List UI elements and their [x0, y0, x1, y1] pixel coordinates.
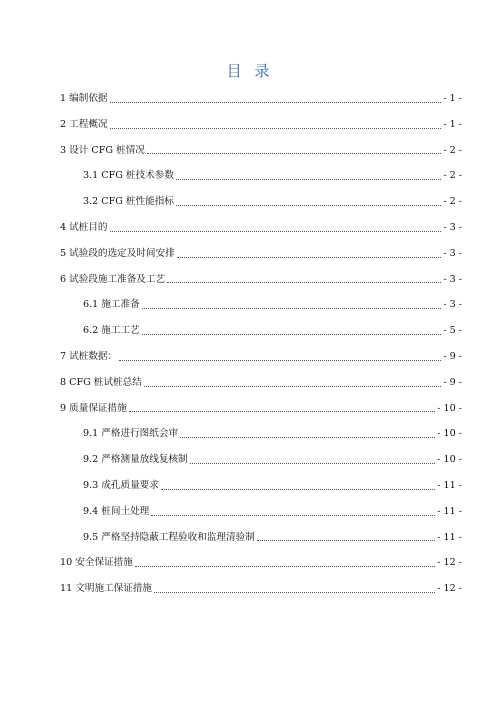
- toc-dot-leader: [151, 514, 435, 516]
- toc-entry[interactable]: [60, 473, 462, 499]
- toc-entry[interactable]: [60, 421, 462, 447]
- toc-entry-label: 9.5 严格坚持隐蔽工程验收和监理清验制: [83, 531, 255, 543]
- toc-entry[interactable]: [60, 344, 462, 370]
- table-of-contents: [60, 86, 462, 602]
- toc-entry-label: 5 试验段的选定及时间安排: [60, 247, 175, 259]
- toc-entry-page-number: - 3 -: [443, 222, 462, 234]
- toc-dot-leader: [110, 127, 442, 129]
- toc-entry-label: 2 工程概况: [60, 118, 108, 130]
- toc-entry-page-number: - 12 -: [437, 557, 462, 569]
- toc-entry-label: 6.2 施工工艺: [83, 325, 140, 337]
- toc-dot-leader: [154, 591, 435, 593]
- toc-entry-page-number: - 2 -: [443, 170, 462, 182]
- toc-entry-page-number: - 11 -: [437, 505, 462, 517]
- toc-entry-label: 8 CFG 桩试桩总结: [60, 376, 142, 388]
- toc-entry-page-number: - 3 -: [443, 247, 462, 259]
- toc-entry-page-number: - 3 -: [443, 273, 462, 285]
- toc-entry[interactable]: [60, 189, 462, 215]
- toc-dot-leader: [119, 359, 441, 361]
- toc-entry-label: 4 试桩目的: [60, 222, 108, 234]
- toc-entry-label: 6 试验段施工准备及工艺: [60, 273, 166, 285]
- toc-entry-label: 9.1 严格进行图纸会审: [83, 428, 179, 440]
- toc-dot-leader: [144, 385, 441, 387]
- toc-entry-label: 3 设计 CFG 桩情况: [60, 144, 145, 156]
- toc-dot-leader: [110, 230, 442, 232]
- toc-entry-page-number: - 10 -: [437, 402, 462, 414]
- toc-entry-label: 6.1 施工准备: [83, 299, 140, 311]
- toc-entry-page-number: - 1 -: [443, 93, 462, 105]
- toc-dot-leader: [142, 307, 442, 309]
- toc-entry-label: 3.1 CFG 桩技术参数: [83, 170, 174, 182]
- toc-entry[interactable]: [60, 163, 462, 189]
- toc-entry[interactable]: [60, 396, 462, 422]
- toc-dot-leader: [257, 539, 435, 541]
- toc-entry-page-number: - 10 -: [437, 428, 462, 440]
- toc-entry-label: 9.2 严格测量放线复核制: [83, 454, 188, 466]
- toc-dot-leader: [190, 462, 436, 464]
- toc-entry[interactable]: [60, 318, 462, 344]
- toc-dot-leader: [176, 178, 441, 180]
- toc-dot-leader: [180, 436, 435, 438]
- toc-dot-leader: [135, 565, 435, 567]
- toc-entry[interactable]: [60, 525, 462, 551]
- toc-entry-page-number: - 11 -: [437, 480, 462, 492]
- toc-entry[interactable]: [60, 215, 462, 241]
- toc-title: 目 录: [226, 62, 274, 80]
- toc-dot-leader: [142, 333, 442, 335]
- toc-dot-leader: [110, 101, 442, 103]
- toc-entry-label: 9 质量保证措施: [60, 402, 127, 414]
- toc-dot-leader: [176, 204, 441, 206]
- toc-entry-page-number: - 9 -: [443, 351, 462, 363]
- toc-entry-page-number: - 12 -: [437, 583, 462, 595]
- toc-dot-leader: [147, 152, 441, 154]
- toc-dot-leader: [177, 256, 442, 258]
- toc-entry-page-number: - 9 -: [443, 376, 462, 388]
- toc-entry[interactable]: [60, 292, 462, 318]
- toc-entry-label: 9.3 成孔质量要求: [83, 480, 159, 492]
- toc-entry[interactable]: [60, 499, 462, 525]
- toc-dot-leader: [161, 488, 435, 490]
- toc-entry[interactable]: [60, 86, 462, 112]
- toc-entry[interactable]: [60, 550, 462, 576]
- toc-entry[interactable]: [60, 112, 462, 138]
- toc-entry-label: 10 安全保证措施: [60, 557, 133, 569]
- toc-entry[interactable]: [60, 267, 462, 293]
- toc-entry[interactable]: [60, 447, 462, 473]
- toc-entry-page-number: - 1 -: [443, 118, 462, 130]
- toc-entry-page-number: - 10 -: [437, 454, 462, 466]
- toc-entry-page-number: - 11 -: [437, 531, 462, 543]
- toc-entry[interactable]: [60, 370, 462, 396]
- toc-dot-leader: [129, 410, 435, 412]
- toc-entry[interactable]: [60, 241, 462, 267]
- toc-entry-page-number: - 2 -: [443, 196, 462, 208]
- toc-entry[interactable]: [60, 576, 462, 602]
- toc-entry-page-number: - 3 -: [443, 299, 462, 311]
- toc-dot-leader: [167, 281, 441, 283]
- toc-entry-page-number: - 2 -: [443, 144, 462, 156]
- toc-entry-page-number: - 5 -: [443, 325, 462, 337]
- toc-entry[interactable]: [60, 138, 462, 164]
- toc-entry-label: 9.4 桩间土处理: [83, 505, 150, 517]
- toc-entry-label: 7 试桩数据：: [60, 351, 118, 363]
- toc-entry-label: 3.2 CFG 桩性能指标: [83, 196, 174, 208]
- toc-entry-label: 1 编制依据: [60, 93, 108, 105]
- toc-entry-label: 11 文明施工保证措施: [60, 583, 153, 595]
